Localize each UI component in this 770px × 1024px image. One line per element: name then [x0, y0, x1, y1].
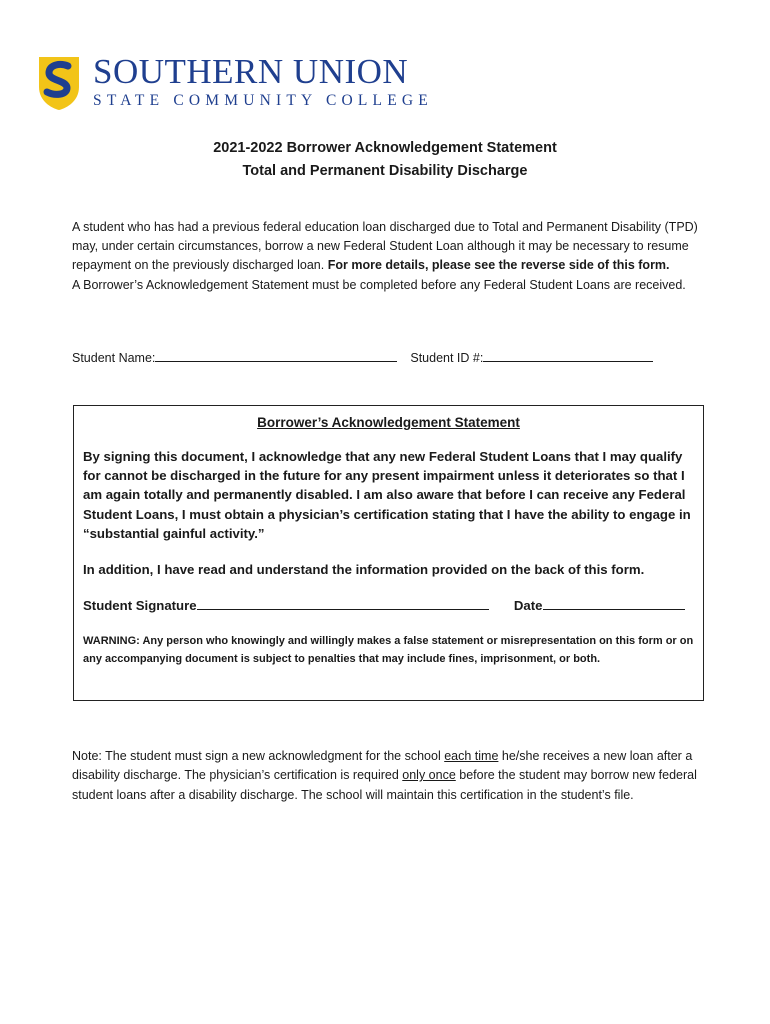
student-fields [72, 349, 702, 365]
form-subtitle: Total and Permanent Disability Discharge [242, 163, 528, 179]
intro-para1-text: A student who has had a previous federal education loan discharged due to Total and Permanent Disability (TPD) may, under certain circumstances, borrow a new Federal Student Loan although it may be necessary to resume repayment on the previously discharged loan. [72, 220, 698, 273]
statement-paragraph-1: By signing this document, I acknowledge that any new Federal Student Loans that I may qualify for cannot be discharged in the future for any present impairment unless it deteriorates so that I am again totally and permanently disabled. I am also aware that before I can receive any Federal Student Loans, I must obtain a physician’s certification stating that I have the ability to engage in “substantial gainful activity.” [83, 449, 691, 541]
date-label: Date [513, 598, 543, 613]
acknowledgement-box [73, 405, 704, 701]
warning-text: WARNING: Any person who knowingly and willingly makes a false statement or misrepresentation on this form or on any accompanying document is subject to penalties that may include fines, imprisonment, or both. [83, 635, 694, 665]
statement-heading: Borrower’s Acknowledgement Statement [257, 415, 520, 430]
intro-text [72, 218, 702, 295]
note-text [72, 747, 702, 805]
logo-name: SOUTHERN UNION [93, 52, 409, 91]
intro-para1-bold: For more details, please see the reverse side of this form. [327, 258, 670, 273]
note-each-time: each time [444, 749, 499, 763]
note-only-once: only once [402, 768, 456, 783]
signature-row [83, 597, 697, 613]
signature-label: Student Signature [83, 598, 197, 613]
statement-paragraph-2: In addition, I have read and understand the information provided on the back of this form. [83, 562, 645, 577]
student-id-label: Student ID #: [410, 351, 484, 365]
logo-subtitle: STATE COMMUNITY COLLEGE [93, 92, 433, 109]
form-title: 2021-2022 Borrower Acknowledgement Statement [213, 140, 557, 156]
note-part-1: Note: The student must sign a new acknowledgment for the school [72, 749, 445, 763]
note-part-2: he/she receives a new loan after a disability discharge. The physician’s certification is required [72, 749, 693, 783]
college-logo [37, 52, 433, 114]
intro-paragraph-2: A Borrower’s Acknowledgement Statement must be completed before any Federal Student Loans are received. [72, 277, 686, 292]
shield-s-logo-icon [37, 55, 81, 111]
student-id-line[interactable] [483, 349, 653, 362]
note-part-3: before the student may borrow new federal student loans after a disability discharge. The school will maintain this certification in the student’s file. [72, 768, 697, 802]
intro-paragraph-1 [72, 218, 702, 276]
date-line[interactable] [543, 597, 685, 610]
signature-line[interactable] [197, 597, 489, 610]
student-name-line[interactable] [155, 349, 397, 362]
student-name-label: Student Name: [72, 351, 156, 365]
